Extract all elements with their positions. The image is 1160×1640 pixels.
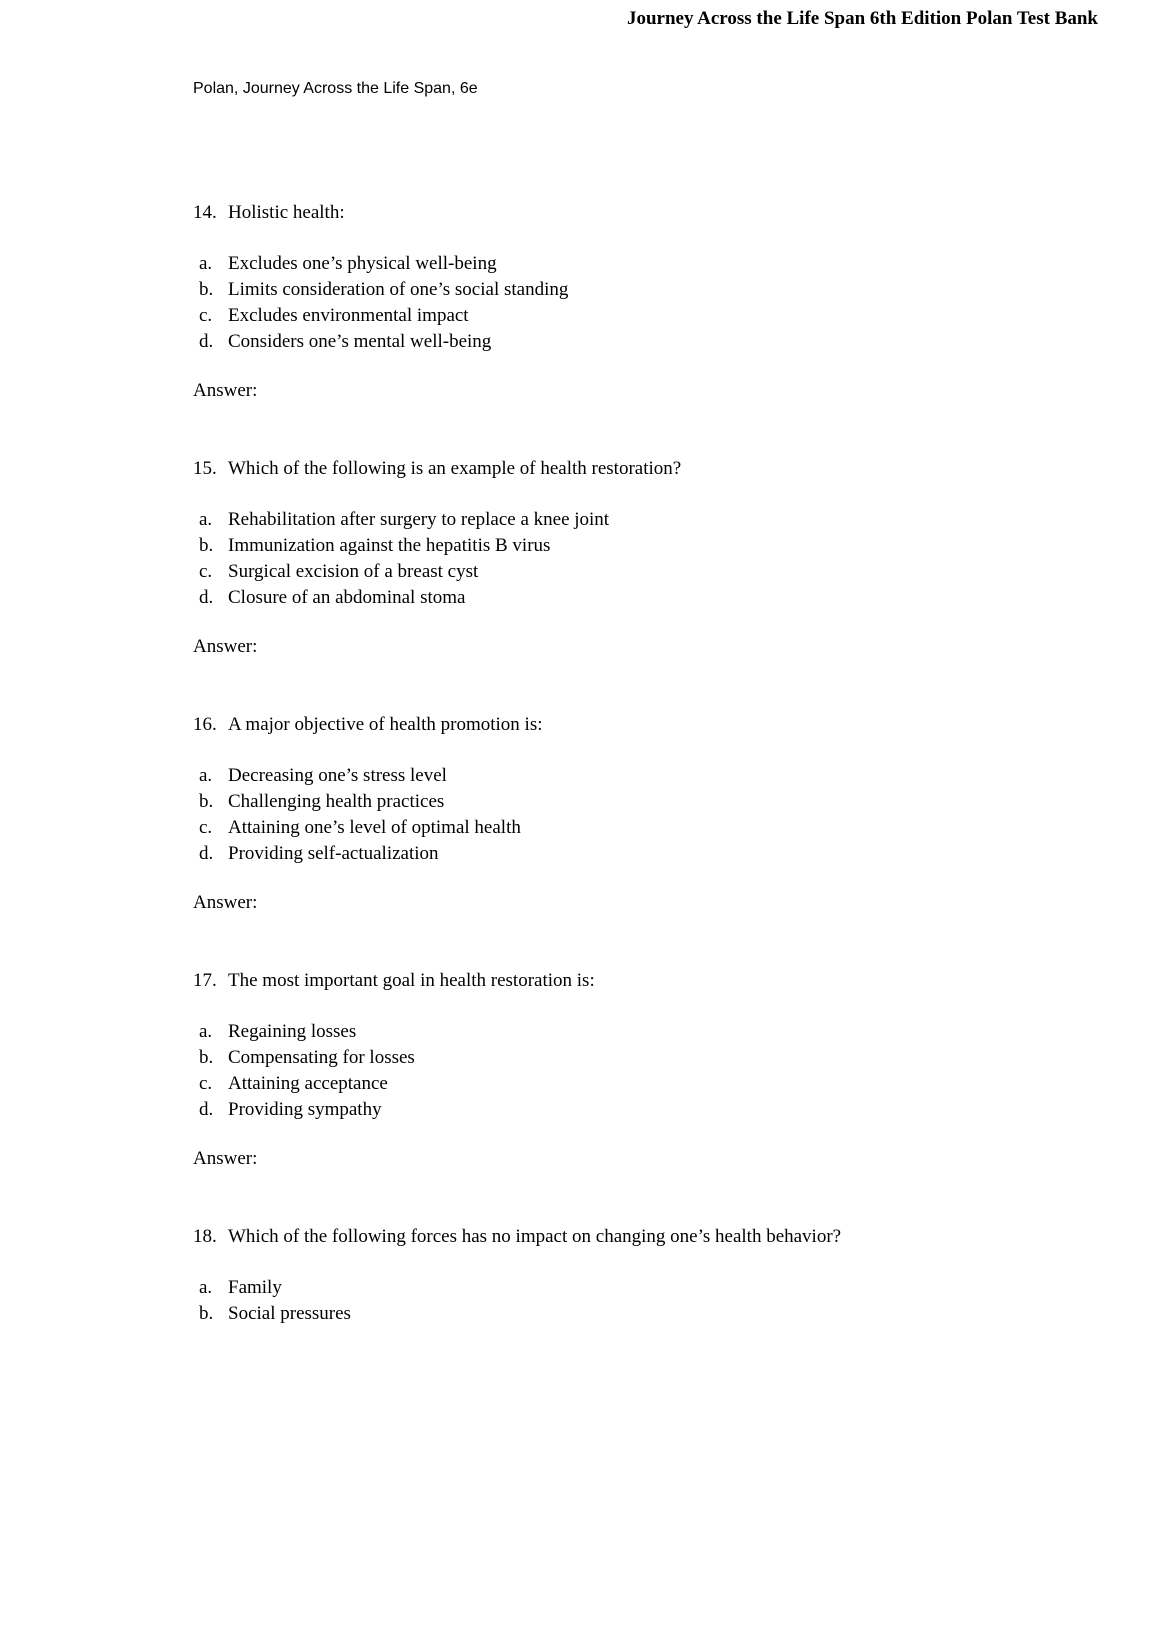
option-letter: c. xyxy=(199,561,213,582)
question-title xyxy=(193,200,1100,226)
options-list xyxy=(193,507,1100,611)
option-text: Regaining losses xyxy=(228,1021,357,1042)
option-text: Decreasing one’s stress level xyxy=(228,765,447,786)
option-item xyxy=(193,585,1100,611)
question-block-16 xyxy=(193,712,1100,916)
option-text: Attaining acceptance xyxy=(228,1073,388,1094)
question-text: A major objective of health promotion is: xyxy=(228,714,543,735)
option-item xyxy=(193,559,1100,585)
option-text: Limits consideration of one’s social standing xyxy=(228,279,569,300)
option-letter: d. xyxy=(199,843,214,864)
question-block-17 xyxy=(193,968,1100,1172)
option-letter: b. xyxy=(199,1303,214,1324)
option-item xyxy=(193,1045,1100,1071)
question-title xyxy=(193,968,1100,994)
question-title xyxy=(193,712,1100,738)
answer-label: Answer: xyxy=(193,636,258,657)
option-text: Providing self-actualization xyxy=(228,843,439,864)
option-item xyxy=(193,1275,1100,1301)
option-letter: d. xyxy=(199,587,214,608)
option-text: Attaining one’s level of optimal health xyxy=(228,817,521,838)
question-text: Holistic health: xyxy=(228,202,345,223)
option-item xyxy=(193,841,1100,867)
question-title xyxy=(193,1224,1100,1250)
option-letter: b. xyxy=(199,535,214,556)
option-item xyxy=(193,533,1100,559)
option-letter: c. xyxy=(199,817,213,838)
option-item xyxy=(193,763,1100,789)
option-text: Family xyxy=(228,1277,282,1298)
question-title xyxy=(193,456,1100,482)
option-item xyxy=(193,1071,1100,1097)
option-letter: c. xyxy=(199,305,213,326)
option-text: Social pressures xyxy=(228,1303,351,1324)
question-block-15 xyxy=(193,456,1100,660)
question-block-18 xyxy=(193,1224,1100,1327)
option-text: Considers one’s mental well-being xyxy=(228,331,492,352)
question-block-14 xyxy=(193,200,1100,404)
option-text: Immunization against the hepatitis B virus xyxy=(228,535,551,556)
option-letter: b. xyxy=(199,791,214,812)
option-text: Rehabilitation after surgery to replace a knee joint xyxy=(228,509,610,530)
answer-label: Answer: xyxy=(193,1148,258,1169)
question-number: 15. xyxy=(193,458,217,479)
options-list xyxy=(193,1275,1100,1327)
option-letter: d. xyxy=(199,1099,214,1120)
page-header-title: Journey Across the Life Span 6th Edition Polan Test Bank xyxy=(626,8,1098,29)
option-text: Challenging health practices xyxy=(228,791,445,812)
option-item xyxy=(193,251,1100,277)
option-text: Compensating for losses xyxy=(228,1047,415,1068)
options-list xyxy=(193,763,1100,867)
question-number: 14. xyxy=(193,202,217,223)
question-number: 18. xyxy=(193,1226,217,1247)
option-text: Excludes environmental impact xyxy=(228,305,469,326)
option-letter: a. xyxy=(199,765,213,786)
options-list xyxy=(193,251,1100,355)
option-text: Closure of an abdominal stoma xyxy=(228,587,466,608)
option-text: Excludes one’s physical well-being xyxy=(228,253,497,274)
options-list xyxy=(193,1019,1100,1123)
questions-content xyxy=(193,200,1100,1379)
option-letter: a. xyxy=(199,509,213,530)
option-letter: b. xyxy=(199,1047,214,1068)
option-item xyxy=(193,277,1100,303)
option-item xyxy=(193,815,1100,841)
option-letter: c. xyxy=(199,1073,213,1094)
option-item xyxy=(193,329,1100,355)
option-letter: a. xyxy=(199,253,213,274)
question-number: 17. xyxy=(193,970,217,991)
option-text: Providing sympathy xyxy=(228,1099,382,1120)
option-item xyxy=(193,303,1100,329)
question-text: Which of the following forces has no impact on changing one’s health behavior? xyxy=(228,1226,842,1247)
question-number: 16. xyxy=(193,714,217,735)
option-letter: b. xyxy=(199,279,214,300)
answer-label: Answer: xyxy=(193,380,258,401)
option-letter: d. xyxy=(199,331,214,352)
option-item xyxy=(193,1097,1100,1123)
option-text: Surgical excision of a breast cyst xyxy=(228,561,479,582)
option-item xyxy=(193,1301,1100,1327)
option-letter: a. xyxy=(199,1021,213,1042)
question-text: Which of the following is an example of health restoration? xyxy=(228,458,682,479)
option-item xyxy=(193,507,1100,533)
option-item xyxy=(193,1019,1100,1045)
option-letter: a. xyxy=(199,1277,213,1298)
option-item xyxy=(193,789,1100,815)
document-subtitle: Polan, Journey Across the Life Span, 6e xyxy=(193,80,478,97)
answer-label: Answer: xyxy=(193,892,258,913)
question-text: The most important goal in health restoration is: xyxy=(228,970,595,991)
